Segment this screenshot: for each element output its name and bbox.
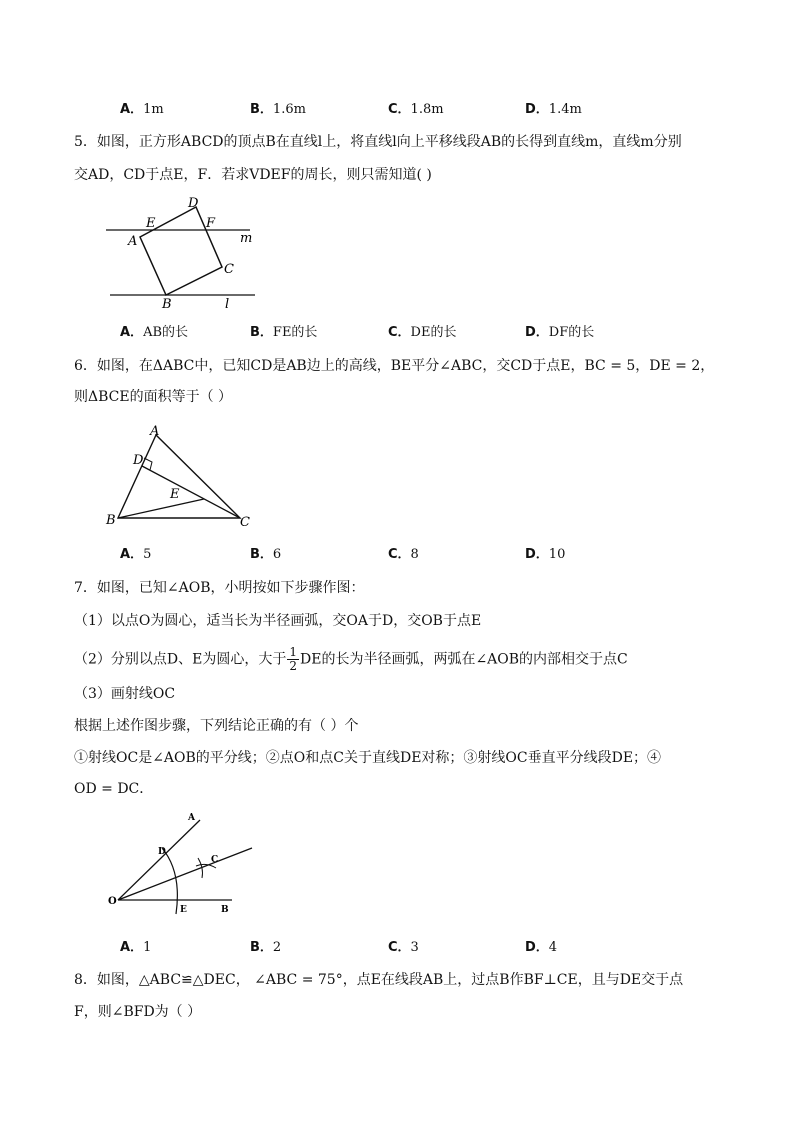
- q8-stem-line2: F，则∠BFD为（ ）: [74, 1004, 202, 1020]
- q6-bisector-be: [118, 499, 204, 518]
- q7-label-c: C: [211, 855, 219, 865]
- q5-option-b: B．FE的长: [250, 325, 318, 340]
- q7-step3: （3）画射线OC: [74, 686, 176, 702]
- q7-label-a: A: [188, 813, 195, 823]
- q7-label-o: O: [108, 896, 117, 907]
- q7-option-a: A．1: [120, 940, 152, 955]
- q6-stem-line2: 则ΔBCE的面积等于（ ）: [74, 389, 233, 405]
- q5-label-b: B: [162, 297, 172, 310]
- q7-option-b: B．2: [250, 940, 282, 955]
- q5-label-c: C: [224, 262, 234, 277]
- q6-stem-line1: 6．如图，在ΔABC中，已知CD是AB边上的高线，BE平分∠ABC，交CD于点E，BC = 5，DE = 2，: [74, 358, 715, 374]
- q7-fraction-half: $\frac{1}{2}$: [289, 645, 297, 673]
- q4-option-c: C．1.8m: [388, 102, 444, 117]
- q7-stem: 7．如图，已知∠AOB，小明按如下步骤作图：: [74, 580, 365, 596]
- q7-conclusions-line2: OD = DC．: [74, 781, 154, 797]
- q5-figure: [100, 190, 270, 310]
- q6-altitude-cd: [142, 466, 240, 518]
- q5-label-e: E: [146, 216, 156, 231]
- q6-option-b: B．6: [250, 547, 282, 562]
- q7-step1: （1）以点O为圆心，适当长为半径画弧，交OA于D，交OB于点E: [74, 613, 482, 629]
- q4-option-d: D．1.4m: [525, 102, 582, 117]
- q7-label-b: B: [221, 905, 229, 915]
- q7-ray-oa: [118, 820, 200, 900]
- q5-label-d: D: [188, 196, 199, 211]
- q6-label-b: B: [106, 513, 116, 528]
- q5-label-f: F: [206, 216, 216, 231]
- q4-option-a: A．1m: [120, 102, 164, 117]
- q5-option-d: D．DF的长: [525, 325, 595, 340]
- q8-stem-line1: 8．如图，△ABC≌△DEC， ∠ABC = 75°，点E在线段AB上，过点B作BF⊥CE，且与DE交于点: [74, 972, 684, 988]
- q6-triangle: [118, 435, 240, 518]
- q7-option-c: C．3: [388, 940, 419, 955]
- q5-label-l: l: [225, 297, 230, 310]
- q7-conclusions-line1: ①射线OC是∠AOB的平分线；②点O和点C关于直线DE对称；③射线OC垂直平分线段DE；④: [74, 750, 662, 766]
- q6-label-d: D: [133, 453, 144, 468]
- q5-label-m: m: [240, 231, 253, 246]
- q7-question: 根据上述作图步骤，下列结论正确的有（ ）个: [74, 718, 359, 734]
- q5-option-a: A．AB的长: [120, 325, 189, 340]
- q5-label-a: A: [128, 234, 138, 249]
- q5-option-c: C．DE的长: [388, 325, 457, 340]
- q7-label-d: D: [158, 847, 166, 857]
- q6-option-c: C．8: [388, 547, 419, 562]
- q7-arc-de: [162, 848, 177, 914]
- q7-label-e: E: [180, 905, 187, 915]
- q4-option-b: B．1.6m: [250, 102, 306, 117]
- q5-stem-line1: 5．如图，正方形ABCD的顶点B在直线l上，将直线l向上平移线段AB的长得到直线m，直线m分别: [74, 134, 682, 150]
- q6-label-a: A: [150, 424, 160, 439]
- q6-label-e: E: [170, 487, 180, 502]
- q7-ray-oc: [118, 848, 252, 900]
- q6-label-c: C: [240, 515, 250, 530]
- q5-stem-line2: 交AD，CD于点E，F．若求VDEF的周长，则只需知道( ): [74, 167, 432, 183]
- q7-step2: （2）分别以点D、E为圆心，大于 $\frac{1}{2}$ DE的长为半径画弧，两弧在∠AOB的内部相交于点C: [74, 645, 628, 673]
- q7-figure: [100, 810, 260, 922]
- q6-option-d: D．10: [525, 547, 566, 562]
- q6-option-a: A．5: [120, 547, 152, 562]
- q6-figure: [100, 420, 260, 532]
- q7-option-d: D．4: [525, 940, 558, 955]
